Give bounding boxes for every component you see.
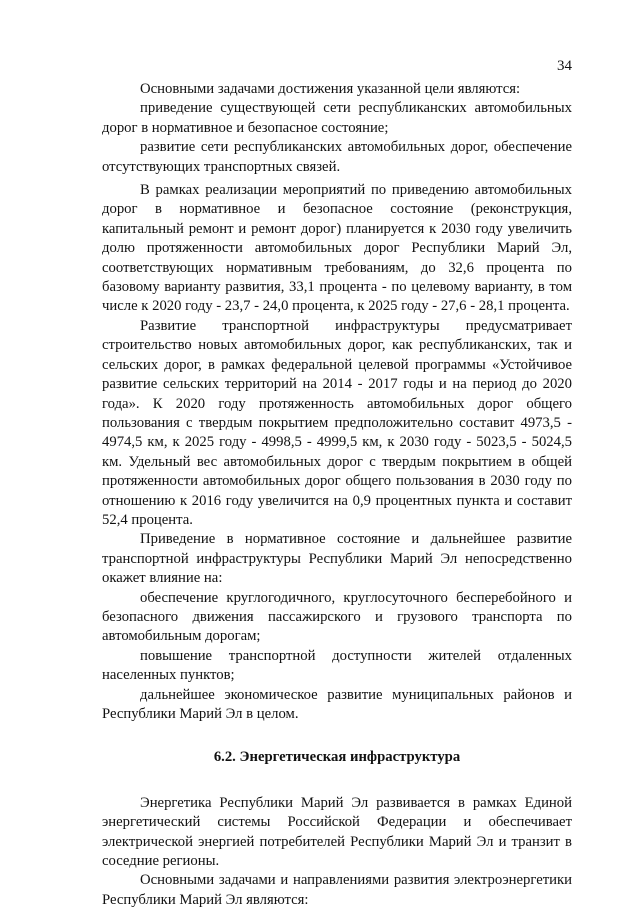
paragraph: приведение существующей сети республиканских автомобильных дорог в нормативное и безопасное состояние; [102, 100, 572, 136]
paragraph: Приведение в нормативное состояние и дальнейшее развитие транспортной инфраструктуры Республики Марий Эл непосредственно окажет влияние на: [102, 531, 572, 587]
paragraph: В рамках реализации мероприятий по приведению автомобильных дорог в нормативное и безопасное состояние (реконструкция, капитальный ремонт и ремонт дорог) планируется к 2030 году увеличить долю протяженности автомобильных дорог Республики Марий Эл, соответствующих нормативным требованиям, до 32,6 процента по базовому варианту развития, 33,1 процента - по целевому варианту, в том числе к 2020 году - 23,7 - 24,0 процента, к 2025 году - 27,6 - 28,1 процента. [102, 182, 572, 315]
document-body [102, 80, 572, 910]
paragraph: повышение транспортной доступности жителей отдаленных населенных пунктов; [102, 647, 572, 684]
paragraph: дальнейшее экономическое развитие муниципальных районов и Республики Марий Эл в целом. [102, 686, 572, 722]
paragraph: Основными задачами и направлениями развития электроэнергетики Республики Марий Эл являются: [102, 872, 572, 908]
paragraph: развитие сети республиканских автомобильных дорог, обеспечение отсутствующих транспортных связей. [102, 139, 572, 175]
section-heading: 6.2. Энергетическая инфраструктура [213, 749, 461, 766]
paragraph: Основными задачами достижения указанной цели являются: [140, 81, 521, 97]
paragraph: Энергетика Республики Марий Эл развивается в рамках Единой энергетический системы Российской Федерации и обеспечивает электрической энергией потребителей Республики Марий Эл и транзит в соседние регионы. [102, 794, 572, 870]
paragraph: Развитие транспортной инфраструктуры предусматривает строительство новых автомобильных дорог, как республиканских, так и сельских дорог, в рамках федеральной целевой программы «Устойчивое развитие сельских территорий на 2014 - 2017 годы и на период до 2020 года». К 2020 году протяженность автомобильных дорог общего пользования с твердым покрытием предположительно составит 4973,5 - 4974,5 км, к 2025 году - 4998,5 - 4999,5 км, к 2030 году - 5023,5 - 5024,5 км. Удельный вес автомобильных дорог с твердым покрытием в общей протяженности автомобильных дорог общего пользования в 2030 году по отношению к 2016 году увеличится на 0,9 процентных пункта и составит 52,4 процента. [102, 317, 572, 528]
page-number: 34 [557, 58, 572, 74]
paragraph: обеспечение круглогодичного, круглосуточного бесперебойного и безопасного движения пассажирского и грузового транспорта по автомобильным дорогам; [102, 589, 572, 645]
